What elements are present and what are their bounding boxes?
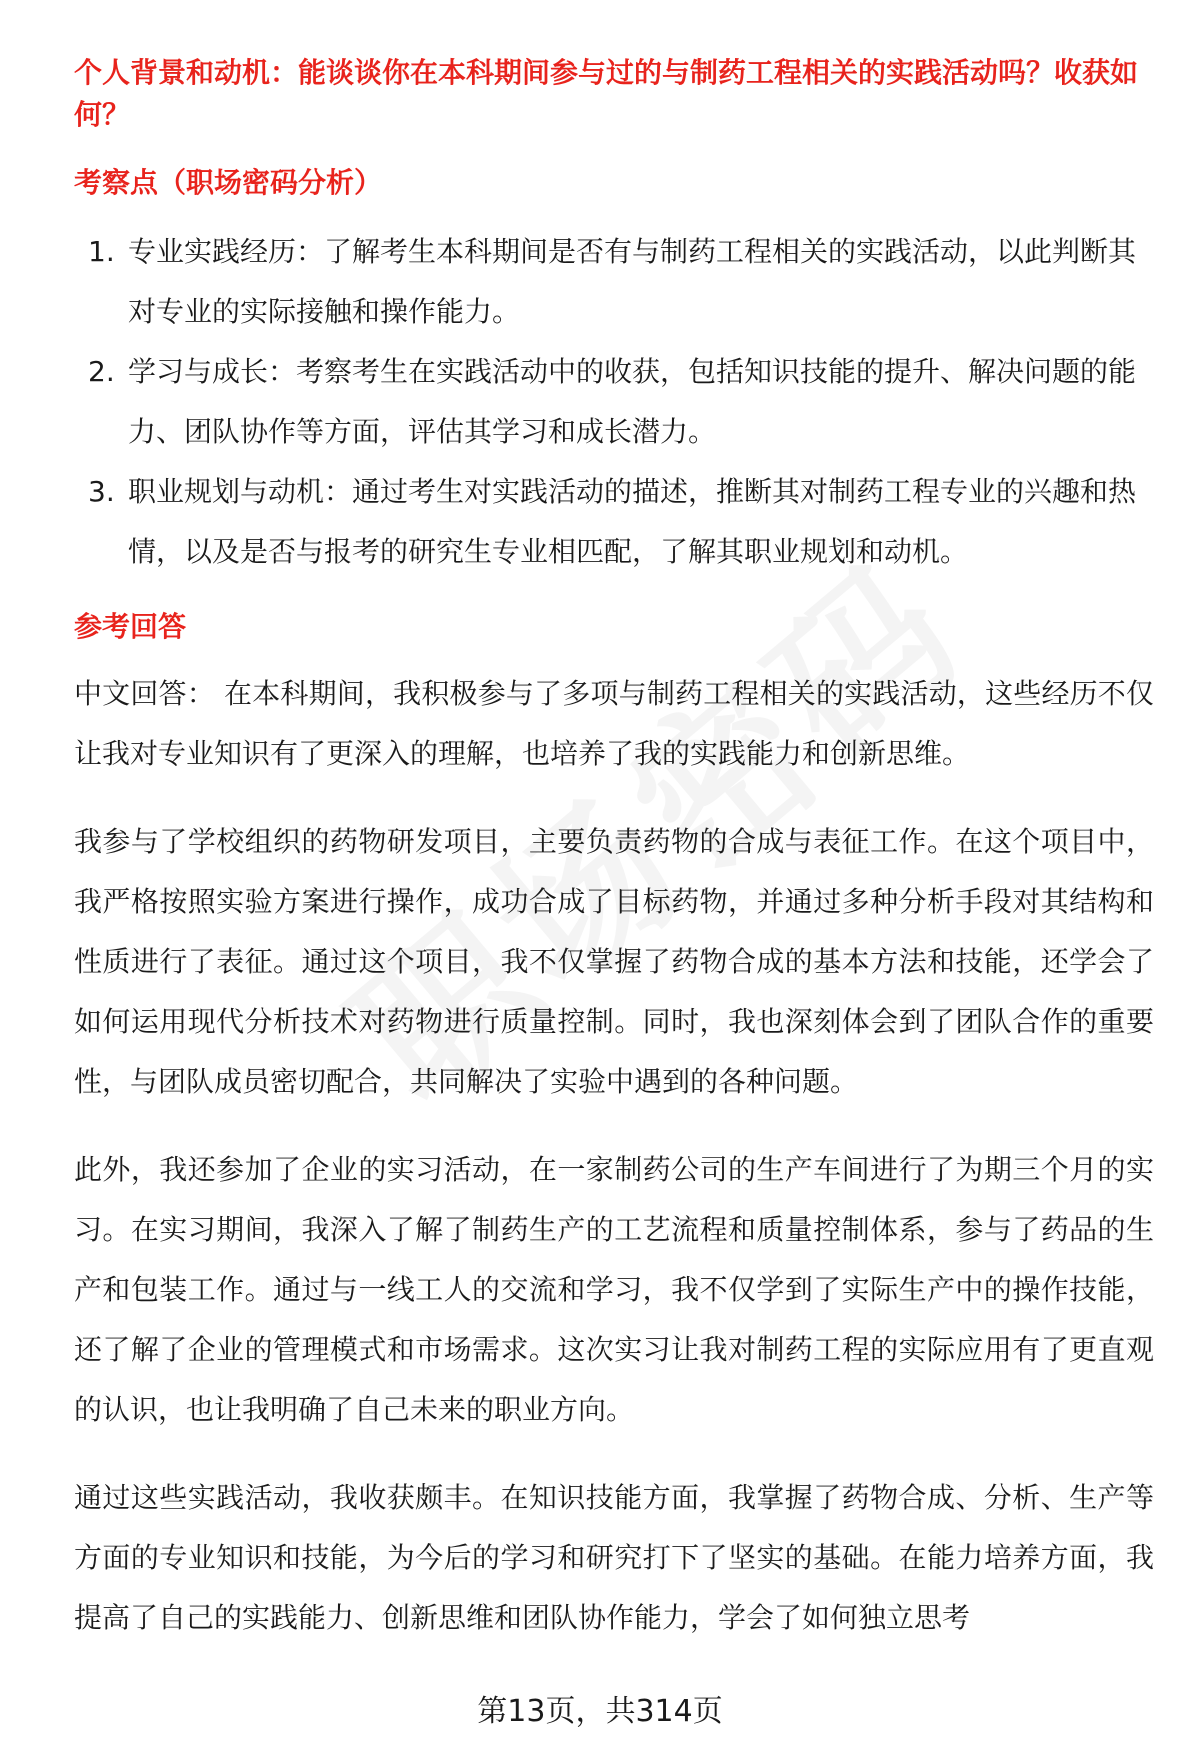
question-title: 个人背景和动机：能谈谈你在本科期间参与过的与制药工程相关的实践活动吗？收获如何？ [74, 56, 1139, 131]
analysis-point [74, 222, 1154, 342]
content [74, 52, 1154, 1676]
analysis-point [74, 342, 1154, 462]
point-text: 学习与成长：考察考生在实践活动中的收获，包括知识技能的提升、解决问题的能力、团队协作等方面，评估其学习和成长潜力。 [128, 355, 1137, 448]
answer-paragraph: 通过这些实践活动，我收获颇丰。在知识技能方面，我掌握了药物合成、分析、生产等方面的专业知识和技能，为今后的学习和研究打下了坚实的基础。在能力培养方面，我提高了自己的实践能力、创新思维和团队协作能力，学会了如何独立思考 [74, 1481, 1154, 1634]
point-text: 专业实践经历：了解考生本科期间是否有与制药工程相关的实践活动，以此判断其对专业的实际接触和操作能力。 [128, 235, 1137, 328]
point-text: 职业规划与动机：通过考生对实践活动的描述，推断其对制药工程专业的兴趣和热情，以及是否与报考的研究生专业相匹配，了解其职业规划和动机。 [128, 475, 1137, 568]
answer-paragraph: 我参与了学校组织的药物研发项目，主要负责药物的合成与表征工作。在这个项目中，我严格按照实验方案进行操作，成功合成了目标药物，并通过多种分析手段对其结构和性质进行了表征。通过这个项目，我不仅掌握了药物合成的基本方法和技能，还学会了如何运用现代分析技术对药物进行质量控制。同时，我也深刻体会到了团队合作的重要性，与团队成员密切配合，共同解决了实验中遇到的各种问题。 [74, 825, 1154, 1098]
answer-paragraph: 此外，我还参加了企业的实习活动，在一家制药公司的生产车间进行了为期三个月的实习。在实习期间，我深入了解了制药生产的工艺流程和质量控制体系，参与了药品的生产和包装工作。通过与一线工人的交流和学习，我不仅学到了实际生产中的操作技能，还了解了企业的管理模式和市场需求。这次实习让我对制药工程的实际应用有了更直观的认识，也让我明确了自己未来的职业方向。 [74, 1153, 1154, 1426]
point-number: 3. [88, 475, 115, 508]
analysis-heading: 考察点（职场密码分析） [74, 166, 383, 199]
answer-paragraph: 中文回答： 在本科期间，我积极参与了多项与制药工程相关的实践活动，这些经历不仅让我对专业知识有了更深入的理解，也培养了我的实践能力和创新思维。 [74, 677, 1154, 770]
page-number-footer: 第13页，共314页 [477, 1694, 723, 1729]
analysis-points-list [74, 222, 1154, 582]
analysis-point [74, 462, 1154, 582]
point-number: 1. [88, 235, 115, 268]
answer-heading: 参考回答 [74, 610, 187, 643]
point-number: 2. [88, 355, 115, 388]
